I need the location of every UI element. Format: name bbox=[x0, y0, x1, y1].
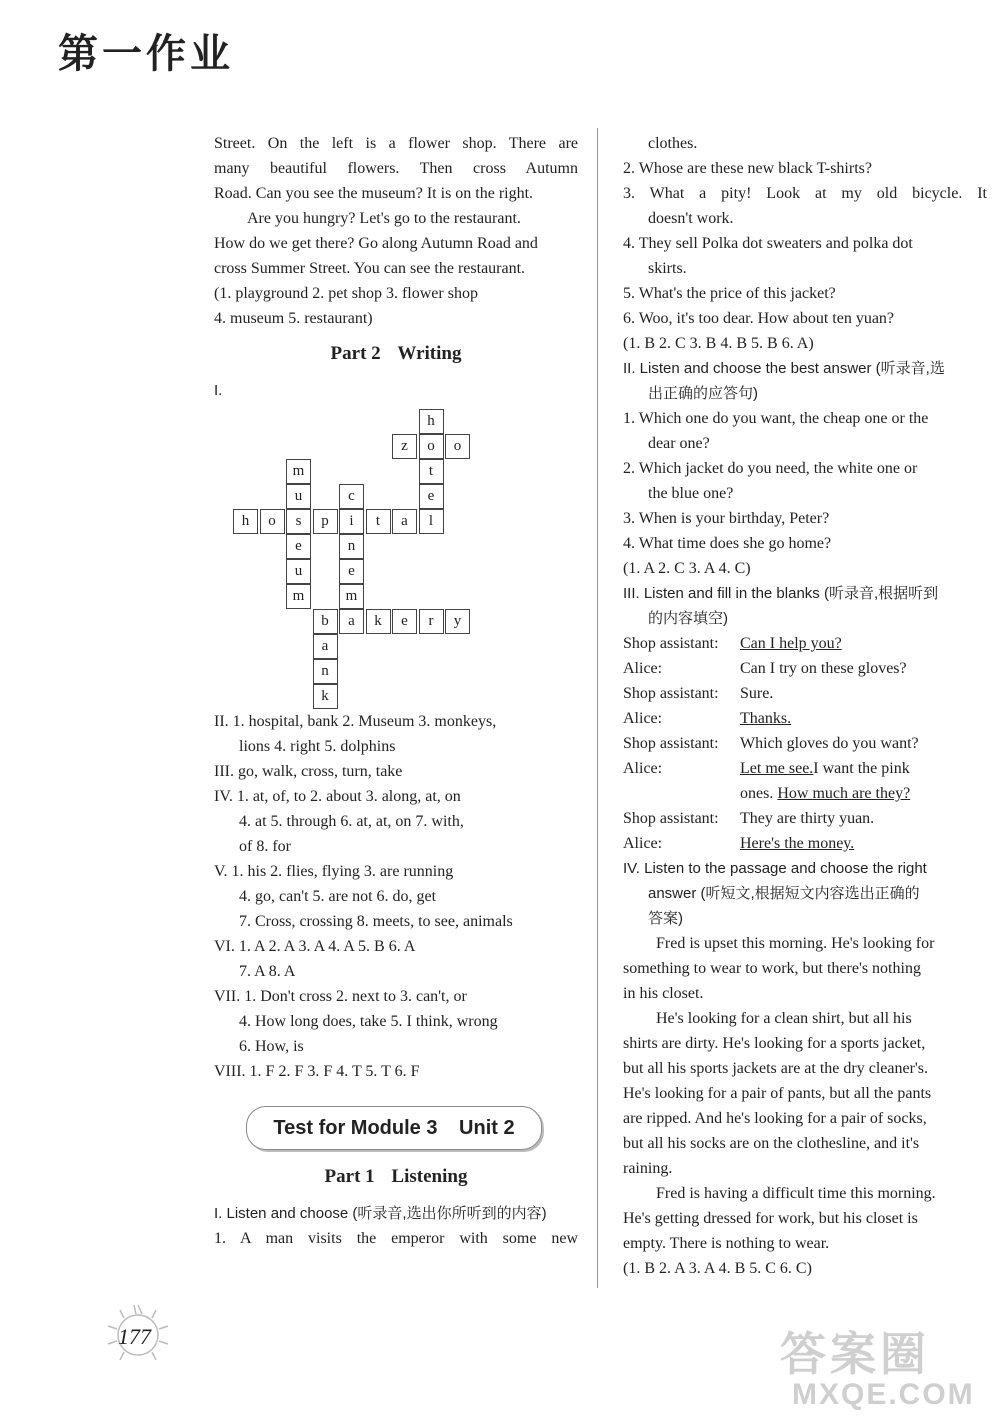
watermark bbox=[780, 1318, 975, 1412]
answer-line: VII. 1. Don't cross 2. next to 3. can't, or bbox=[214, 988, 467, 1005]
filled-blank: Let me see. bbox=[740, 760, 814, 777]
question-line: 2. Which jacket do you need, the white one or bbox=[623, 460, 918, 477]
question-line: 6. Woo, it's too dear. How about ten yuan? bbox=[623, 310, 895, 327]
answer-line: VIII. 1. F 2. F 3. F 4. T 5. T 6. F bbox=[214, 1063, 420, 1080]
section-instruction: 答案) bbox=[648, 910, 683, 927]
section-instruction: 出正确的应答句) bbox=[648, 385, 758, 402]
crossword-cell: e bbox=[339, 559, 364, 584]
section-instruction: III. Listen and fill in the blanks (听录音,根据听到 bbox=[623, 585, 939, 602]
right-column bbox=[623, 131, 987, 1281]
crossword-cell: t bbox=[366, 509, 391, 534]
question-line: doesn't work. bbox=[648, 210, 734, 227]
part-title: Writing bbox=[397, 343, 462, 364]
crossword-cell: b bbox=[313, 609, 338, 634]
answer-line: (1. B 2. C 3. B 4. B 5. B 6. A) bbox=[623, 335, 814, 352]
part-title: Listening bbox=[391, 1166, 468, 1187]
crossword-cell: p bbox=[313, 509, 338, 534]
crossword-cell: u bbox=[286, 484, 311, 509]
text-line: cross Summer Street. You can see the restaurant. bbox=[214, 260, 526, 277]
answer-line: 4. museum 5. restaurant) bbox=[214, 310, 373, 327]
answer-line: IV. 1. at, of, to 2. about 3. along, at, on bbox=[214, 788, 461, 805]
watermark-url: MXQE.COM bbox=[792, 1378, 975, 1411]
dialogue-line bbox=[623, 706, 987, 731]
filled-blank: How much are they? bbox=[777, 785, 911, 802]
dialogue-line bbox=[623, 681, 987, 706]
answer-line: 7. Cross, crossing 8. meets, to see, animals bbox=[239, 913, 513, 930]
section-instruction: IV. Listen to the passage and choose the right bbox=[623, 860, 927, 877]
passage-line: something to wear to work, but there's nothing bbox=[623, 960, 921, 977]
crossword-cell: e bbox=[286, 534, 311, 559]
crossword-cell: s bbox=[286, 509, 311, 534]
answer-line: II. 1. hospital, bank 2. Museum 3. monkeys, bbox=[214, 713, 497, 730]
filled-blank: Here's the money. bbox=[740, 835, 855, 852]
speaker: Shop assistant: bbox=[623, 685, 719, 702]
page-number-badge bbox=[98, 1300, 178, 1370]
speaker: Shop assistant: bbox=[623, 635, 719, 652]
crossword-cell: a bbox=[313, 634, 338, 659]
passage-line: Fred is having a difficult time this morning. bbox=[656, 1185, 936, 1202]
answer-line: III. go, walk, cross, turn, take bbox=[214, 763, 403, 780]
crossword-cell: u bbox=[286, 559, 311, 584]
crossword-cell: r bbox=[419, 609, 444, 634]
crossword-grid bbox=[214, 409, 578, 709]
dialogue-line bbox=[623, 731, 987, 756]
watermark-logo: 答案圈 bbox=[780, 1328, 930, 1380]
column-divider bbox=[597, 128, 598, 1288]
crossword-cell: i bbox=[339, 509, 364, 534]
section-instruction: 的内容填空) bbox=[648, 610, 728, 627]
crossword-cell: k bbox=[366, 609, 391, 634]
speaker: Alice: bbox=[623, 710, 663, 727]
answer-line: 4. at 5. through 6. at, at, on 7. with, bbox=[239, 813, 464, 830]
question-line: 2. Whose are these new black T-shirts? bbox=[623, 160, 872, 177]
passage-line: but all his sports jackets are at the dry cleaner's. bbox=[623, 1060, 928, 1077]
passage-line: in his closet. bbox=[623, 985, 704, 1002]
crossword-cell: m bbox=[339, 584, 364, 609]
crossword-cell: k bbox=[313, 684, 338, 709]
passage-line: raining. bbox=[623, 1160, 673, 1177]
crossword-cell: o bbox=[445, 434, 470, 459]
utterance: Can I try on these gloves? bbox=[740, 660, 907, 677]
crossword-cell: e bbox=[419, 484, 444, 509]
question-line: the blue one? bbox=[648, 485, 734, 502]
utterance: Sure. bbox=[740, 685, 774, 702]
question-line: clothes. bbox=[648, 135, 698, 152]
question-line: dear one? bbox=[648, 435, 710, 452]
question-line: 5. What's the price of this jacket? bbox=[623, 285, 836, 302]
filled-blank: Can I help you? bbox=[740, 635, 842, 652]
crossword-cell: l bbox=[419, 509, 444, 534]
text-line: How do we get there? Go along Autumn Road and bbox=[214, 235, 538, 252]
answer-line: 4. go, can't 5. are not 6. do, get bbox=[239, 888, 437, 905]
filled-blank: Thanks. bbox=[740, 710, 792, 727]
text-line: Road. Can you see the museum? It is on the right. bbox=[214, 185, 534, 202]
section-instruction: I. Listen and choose (听录音,选出你所听到的内容) bbox=[214, 1205, 547, 1222]
dialogue-line bbox=[623, 631, 987, 656]
text-line: many beautiful flowers. Then cross Autumn bbox=[214, 160, 578, 177]
dialogue-line bbox=[623, 781, 987, 806]
answer-line: (1. B 2. A 3. A 4. B 5. C 6. C) bbox=[623, 1260, 812, 1277]
crossword-cell: a bbox=[339, 609, 364, 634]
question-line: 3. When is your birthday, Peter? bbox=[623, 510, 830, 527]
utterance: I want the pink bbox=[813, 760, 910, 777]
text-line: Street. On the left is a flower shop. There are bbox=[214, 135, 578, 152]
section-label: I. bbox=[214, 382, 223, 399]
test-unit: Unit 2 bbox=[459, 1117, 515, 1139]
question-line: 3. What a pity! Look at my old bicycle. It bbox=[623, 185, 987, 202]
speaker: Alice: bbox=[623, 835, 663, 852]
question-line: 4. What time does she go home? bbox=[623, 535, 832, 552]
answer-line: (1. playground 2. pet shop 3. flower shop bbox=[214, 285, 478, 302]
test-title: Test for Module 3 bbox=[273, 1117, 438, 1139]
crossword-cell: o bbox=[419, 434, 444, 459]
page-number: 177 bbox=[118, 1324, 151, 1349]
speaker: Alice: bbox=[623, 760, 663, 777]
passage-line: but all his socks are on the clothesline, and it's bbox=[623, 1135, 920, 1152]
utterance: Which gloves do you want? bbox=[740, 735, 919, 752]
crossword-cell: m bbox=[286, 584, 311, 609]
section-instruction: answer (听短文,根据短文内容选出正确的 bbox=[648, 885, 920, 902]
passage-line: are ripped. And he's looking for a pair of socks, bbox=[623, 1110, 927, 1127]
left-column bbox=[214, 131, 578, 1251]
part1-heading bbox=[214, 1164, 578, 1189]
crossword-cell: h bbox=[233, 509, 258, 534]
passage-line: He's getting dressed for work, but his closet is bbox=[623, 1210, 918, 1227]
utterance: They are thirty yuan. bbox=[740, 810, 875, 827]
question-line: 1. A man visits the emperor with some new bbox=[214, 1230, 578, 1247]
question-line: 4. They sell Polka dot sweaters and polka dot bbox=[623, 235, 913, 252]
part2-heading bbox=[214, 341, 578, 366]
passage-line: empty. There is nothing to wear. bbox=[623, 1235, 830, 1252]
answer-line: of 8. for bbox=[239, 838, 291, 855]
utterance: ones. bbox=[740, 785, 774, 802]
speaker: Shop assistant: bbox=[623, 810, 719, 827]
brand-logo: 第一作业 bbox=[58, 30, 234, 77]
answer-line: 4. How long does, take 5. I think, wrong bbox=[239, 1013, 498, 1030]
crossword-cell: z bbox=[392, 434, 417, 459]
crossword-cell: e bbox=[392, 609, 417, 634]
part-number: Part 1 bbox=[324, 1166, 375, 1187]
crossword-cell: t bbox=[419, 459, 444, 484]
passage-line: He's looking for a pair of pants, but all the pants bbox=[623, 1085, 932, 1102]
test-title-box bbox=[246, 1106, 542, 1150]
speaker: Alice: bbox=[623, 660, 663, 677]
answer-line: V. 1. his 2. flies, flying 3. are running bbox=[214, 863, 454, 880]
text-line: Are you hungry? Let's go to the restaurant. bbox=[247, 210, 521, 227]
crossword-cell: n bbox=[339, 534, 364, 559]
question-line: 1. Which one do you want, the cheap one or the bbox=[623, 410, 929, 427]
answer-line: lions 4. right 5. dolphins bbox=[239, 738, 396, 755]
dialogue-line bbox=[623, 656, 987, 681]
dialogue-line bbox=[623, 831, 987, 856]
part-number: Part 2 bbox=[330, 343, 381, 364]
dialogue-line bbox=[623, 756, 987, 781]
crossword-cell: c bbox=[339, 484, 364, 509]
crossword-cell: y bbox=[445, 609, 470, 634]
crossword-cell: a bbox=[392, 509, 417, 534]
passage-line: shirts are dirty. He's looking for a sports jacket, bbox=[623, 1035, 926, 1052]
dialogue-line bbox=[623, 806, 987, 831]
crossword-cell: o bbox=[260, 509, 285, 534]
answer-line: VI. 1. A 2. A 3. A 4. A 5. B 6. A bbox=[214, 938, 416, 955]
crossword-cell: n bbox=[313, 659, 338, 684]
answer-line: 6. How, is bbox=[239, 1038, 304, 1055]
speaker: Shop assistant: bbox=[623, 735, 719, 752]
question-line: skirts. bbox=[648, 260, 687, 277]
answer-line: (1. A 2. C 3. A 4. C) bbox=[623, 560, 751, 577]
answer-line: 7. A 8. A bbox=[239, 963, 296, 980]
passage-line: Fred is upset this morning. He's looking for bbox=[656, 935, 935, 952]
passage-line: He's looking for a clean shirt, but all his bbox=[656, 1010, 912, 1027]
crossword-cell: m bbox=[286, 459, 311, 484]
section-instruction: II. Listen and choose the best answer (听录音,选 bbox=[623, 360, 945, 377]
crossword-cell: h bbox=[419, 409, 444, 434]
